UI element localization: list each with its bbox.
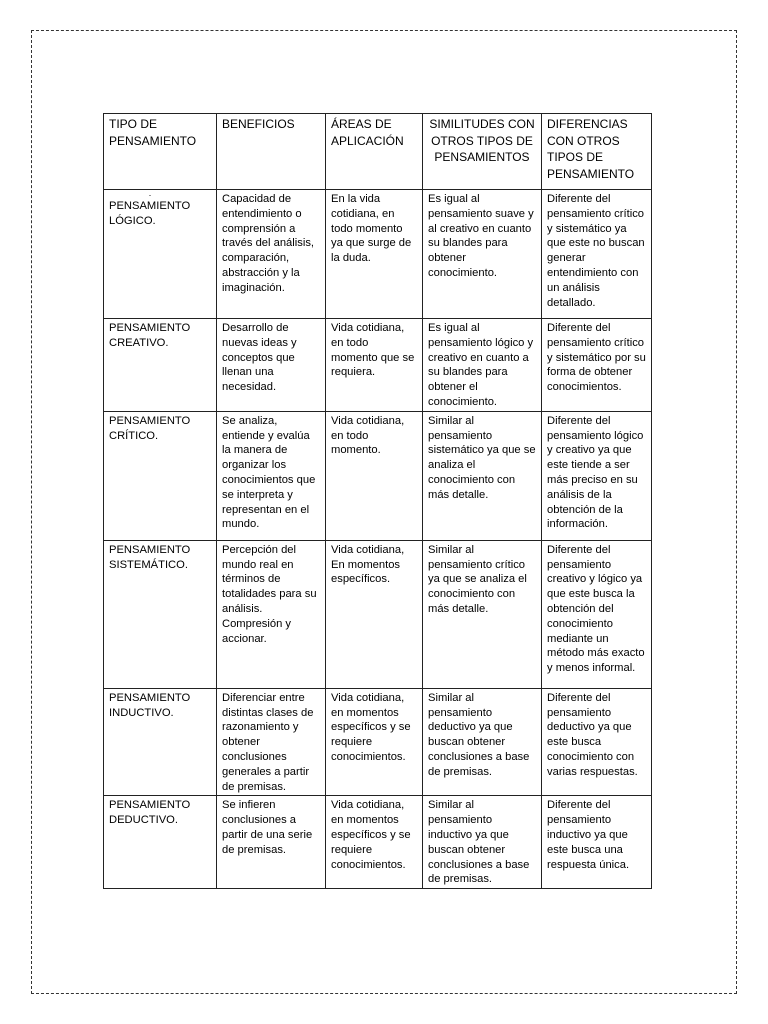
- cell-similitudes: Similar al pensamiento crítico ya que se analiza el conocimiento con más detalle.: [423, 540, 542, 688]
- header-similitudes: SIMILITUDES CON OTROS TIPOS DE PENSAMIENTOS: [423, 114, 542, 190]
- cell-areas: Vida cotidiana, en momentos específicos y se requiere conocimientos.: [326, 688, 423, 796]
- table-row: [104, 190, 652, 319]
- cell-tipo: PENSAMIENTO CREATIVO.: [104, 319, 217, 412]
- table-row: [104, 796, 652, 889]
- cell-areas: Vida cotidiana, en momentos específicos y se requiere conocimientos.: [326, 796, 423, 889]
- cell-areas: Vida cotidiana, en todo momento que se requiera.: [326, 319, 423, 412]
- cell-beneficios: Percepción del mundo real en términos de totalidades para su análisis. Compresión y accionar.: [217, 540, 326, 688]
- header-diferencias: DIFERENCIAS CON OTROS TIPOS DE PENSAMIENTO: [542, 114, 652, 190]
- table-row: [104, 319, 652, 412]
- cell-similitudes: Similar al pensamiento deductivo ya que buscan obtener conclusiones a base de premisas.: [423, 688, 542, 796]
- cell-tipo: PENSAMIENTO SISTEMÁTICO.: [104, 540, 217, 688]
- cell-tipo: PENSAMIENTO INDUCTIVO.: [104, 688, 217, 796]
- header-beneficios: BENEFICIOS: [217, 114, 326, 190]
- header-areas: ÁREAS DE APLICACIÓN: [326, 114, 423, 190]
- cell-beneficios: Se analiza, entiende y evalúa la manera de organizar los conocimientos que se interpreta y representan en el mundo.: [217, 411, 326, 540]
- cell-diferencias: Diferente del pensamiento inductivo ya que este busca una respuesta única.: [542, 796, 652, 889]
- cell-tipo: PENSAMIENTO CRÍTICO.: [104, 411, 217, 540]
- cell-tipo: PENSAMIENTO DEDUCTIVO.: [104, 796, 217, 889]
- cell-similitudes: Es igual al pensamiento lógico y creativo en cuanto a su blandes para obtener el conocimiento.: [423, 319, 542, 412]
- thinking-types-table: [103, 113, 652, 889]
- cell-beneficios: Capacidad de entendimiento o comprensión a través del análisis, comparación, abstracción y la imaginación.: [217, 190, 326, 319]
- table-row: [104, 688, 652, 796]
- cell-diferencias: Diferente del pensamiento crítico y sistemático ya que este no buscan generar entendimiento con un análisis detallado.: [542, 190, 652, 319]
- row-marker: ·: [148, 190, 152, 200]
- cell-beneficios: Diferenciar entre distintas clases de razonamiento y obtener conclusiones generales a partir de premisas.: [217, 688, 326, 796]
- cell-diferencias: Diferente del pensamiento crítico y sistemático por su forma de obtener conocimientos.: [542, 319, 652, 412]
- cell-beneficios: Desarrollo de nuevas ideas y conceptos que llenan una necesidad.: [217, 319, 326, 412]
- cell-beneficios: Se infieren conclusiones a partir de una serie de premisas.: [217, 796, 326, 889]
- table-row: [104, 540, 652, 688]
- cell-diferencias: Diferente del pensamiento deductivo ya que este busca conocimiento con varias respuestas.: [542, 688, 652, 796]
- table-header-row: [104, 114, 652, 190]
- cell-areas: En la vida cotidiana, en todo momento ya que surge de la duda.: [326, 190, 423, 319]
- cell-similitudes: Similar al pensamiento inductivo ya que buscan obtener conclusiones a base de premisas.: [423, 796, 542, 889]
- cell-diferencias: Diferente del pensamiento lógico y creativo ya que este tiende a ser más preciso en su análisis de la obtención de la información.: [542, 411, 652, 540]
- table-row: [104, 411, 652, 540]
- cell-tipo-text: PENSAMIENTO LÓGICO.: [109, 200, 191, 227]
- cell-areas: Vida cotidiana, en todo momento.: [326, 411, 423, 540]
- cell-areas: Vida cotidiana, En momentos específicos.: [326, 540, 423, 688]
- cell-tipo: [104, 190, 217, 319]
- cell-similitudes: Es igual al pensamiento suave y al creativo en cuanto su blandes para obtener conocimiento.: [423, 190, 542, 319]
- cell-diferencias: Diferente del pensamiento creativo y lógico ya que este busca la obtención del conocimiento mediante un método más exacto y menos informal.: [542, 540, 652, 688]
- header-tipo: TIPO DE PENSAMIENTO: [104, 114, 217, 190]
- cell-similitudes: Similar al pensamiento sistemático ya que se analiza el conocimiento con más detalle.: [423, 411, 542, 540]
